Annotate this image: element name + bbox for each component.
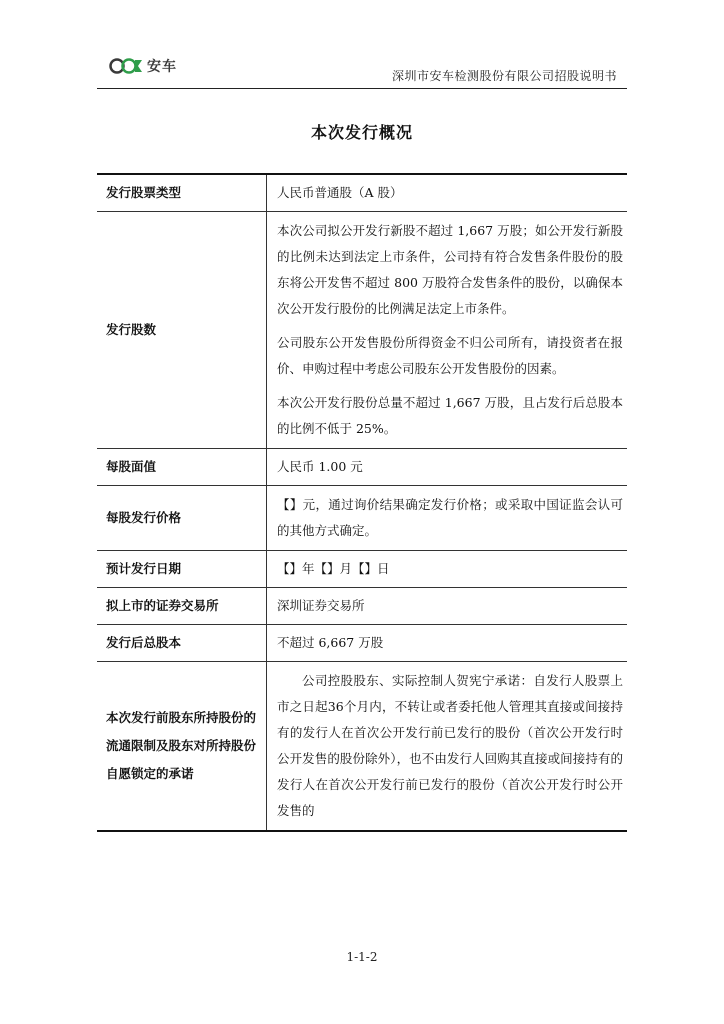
company-logo [109,56,177,76]
page-number: 1-1-2 [346,950,378,964]
row-value [267,212,628,449]
value-paragraph: 人民币普通股（A 股） [277,185,403,200]
value-paragraph: 不超过 6,667 万股 [277,635,384,650]
table-row-lockup-commitment [97,662,627,832]
row-value [267,486,628,551]
row-label: 发行后总股本 [97,625,267,662]
issuance-overview-table [97,173,627,832]
value-paragraph: 【】年【】月【】日 [277,561,390,576]
logo-text: 安车 [147,59,177,75]
value-paragraph: 深圳证券交易所 [277,598,365,613]
row-label: 本次发行前股东所持股份的流通限制及股东对所持股份自愿锁定的承诺 [97,662,267,832]
value-paragraph: 本次公开发行股份总量不超过 1,667 万股，且占发行后总股本的比例不低于 25%。 [277,395,623,436]
page-header [97,48,627,89]
row-label: 每股发行价格 [97,486,267,551]
row-value [267,551,628,588]
value-paragraph: 公司控股股东、实际控制人贺宪宁承诺：自发行人股票上市之日起36个月内，不转让或者委托他人管理其直接或间接持有的发行人在首次公开发行前已发行的股份（首次公开发行时公开发售的股份除外），也不由发行人回购其直接或间接持有的发行人在首次公开发行前已发行的股份（首次公开发行时公开发售的 [277,673,623,818]
row-value [267,662,628,832]
row-label: 发行股票类型 [97,174,267,212]
logo-mark-icon [109,57,145,75]
value-paragraph: 本次公司拟公开发行新股不超过 1,667 万股；如公开发行新股的比例未达到法定上市条件，公司持有符合发售条件股份的股东将公开发售不超过 800 万股符合发售条件的股份，以确保本次公开发行股份的比例满足法定上市条件。 [277,223,623,316]
document-title: 深圳市安车检测股份有限公司招股说明书 [391,69,617,83]
value-paragraph: 【】元，通过询价结果确定发行价格；或采取中国证监会认可的其他方式确定。 [277,497,623,538]
table-row-par-value [97,449,627,486]
table-row-shares-issued [97,212,627,449]
row-value [267,449,628,486]
row-label: 拟上市的证券交易所 [97,588,267,625]
table-row-exchange [97,588,627,625]
row-label: 发行股数 [97,212,267,449]
row-value [267,588,628,625]
row-label: 每股面值 [97,449,267,486]
table-row-issue-price [97,486,627,551]
table-row-total-shares [97,625,627,662]
table-row-issue-date [97,551,627,588]
value-paragraph: 人民币 1.00 元 [277,459,363,474]
row-value [267,625,628,662]
table-row-stock-type [97,174,627,212]
value-paragraph: 公司股东公开发售股份所得资金不归公司所有，请投资者在报价、申购过程中考虑公司股东公开发售股份的因素。 [277,335,623,376]
row-label: 预计发行日期 [97,551,267,588]
section-title: 本次发行概况 [310,123,413,142]
row-value [267,174,628,212]
